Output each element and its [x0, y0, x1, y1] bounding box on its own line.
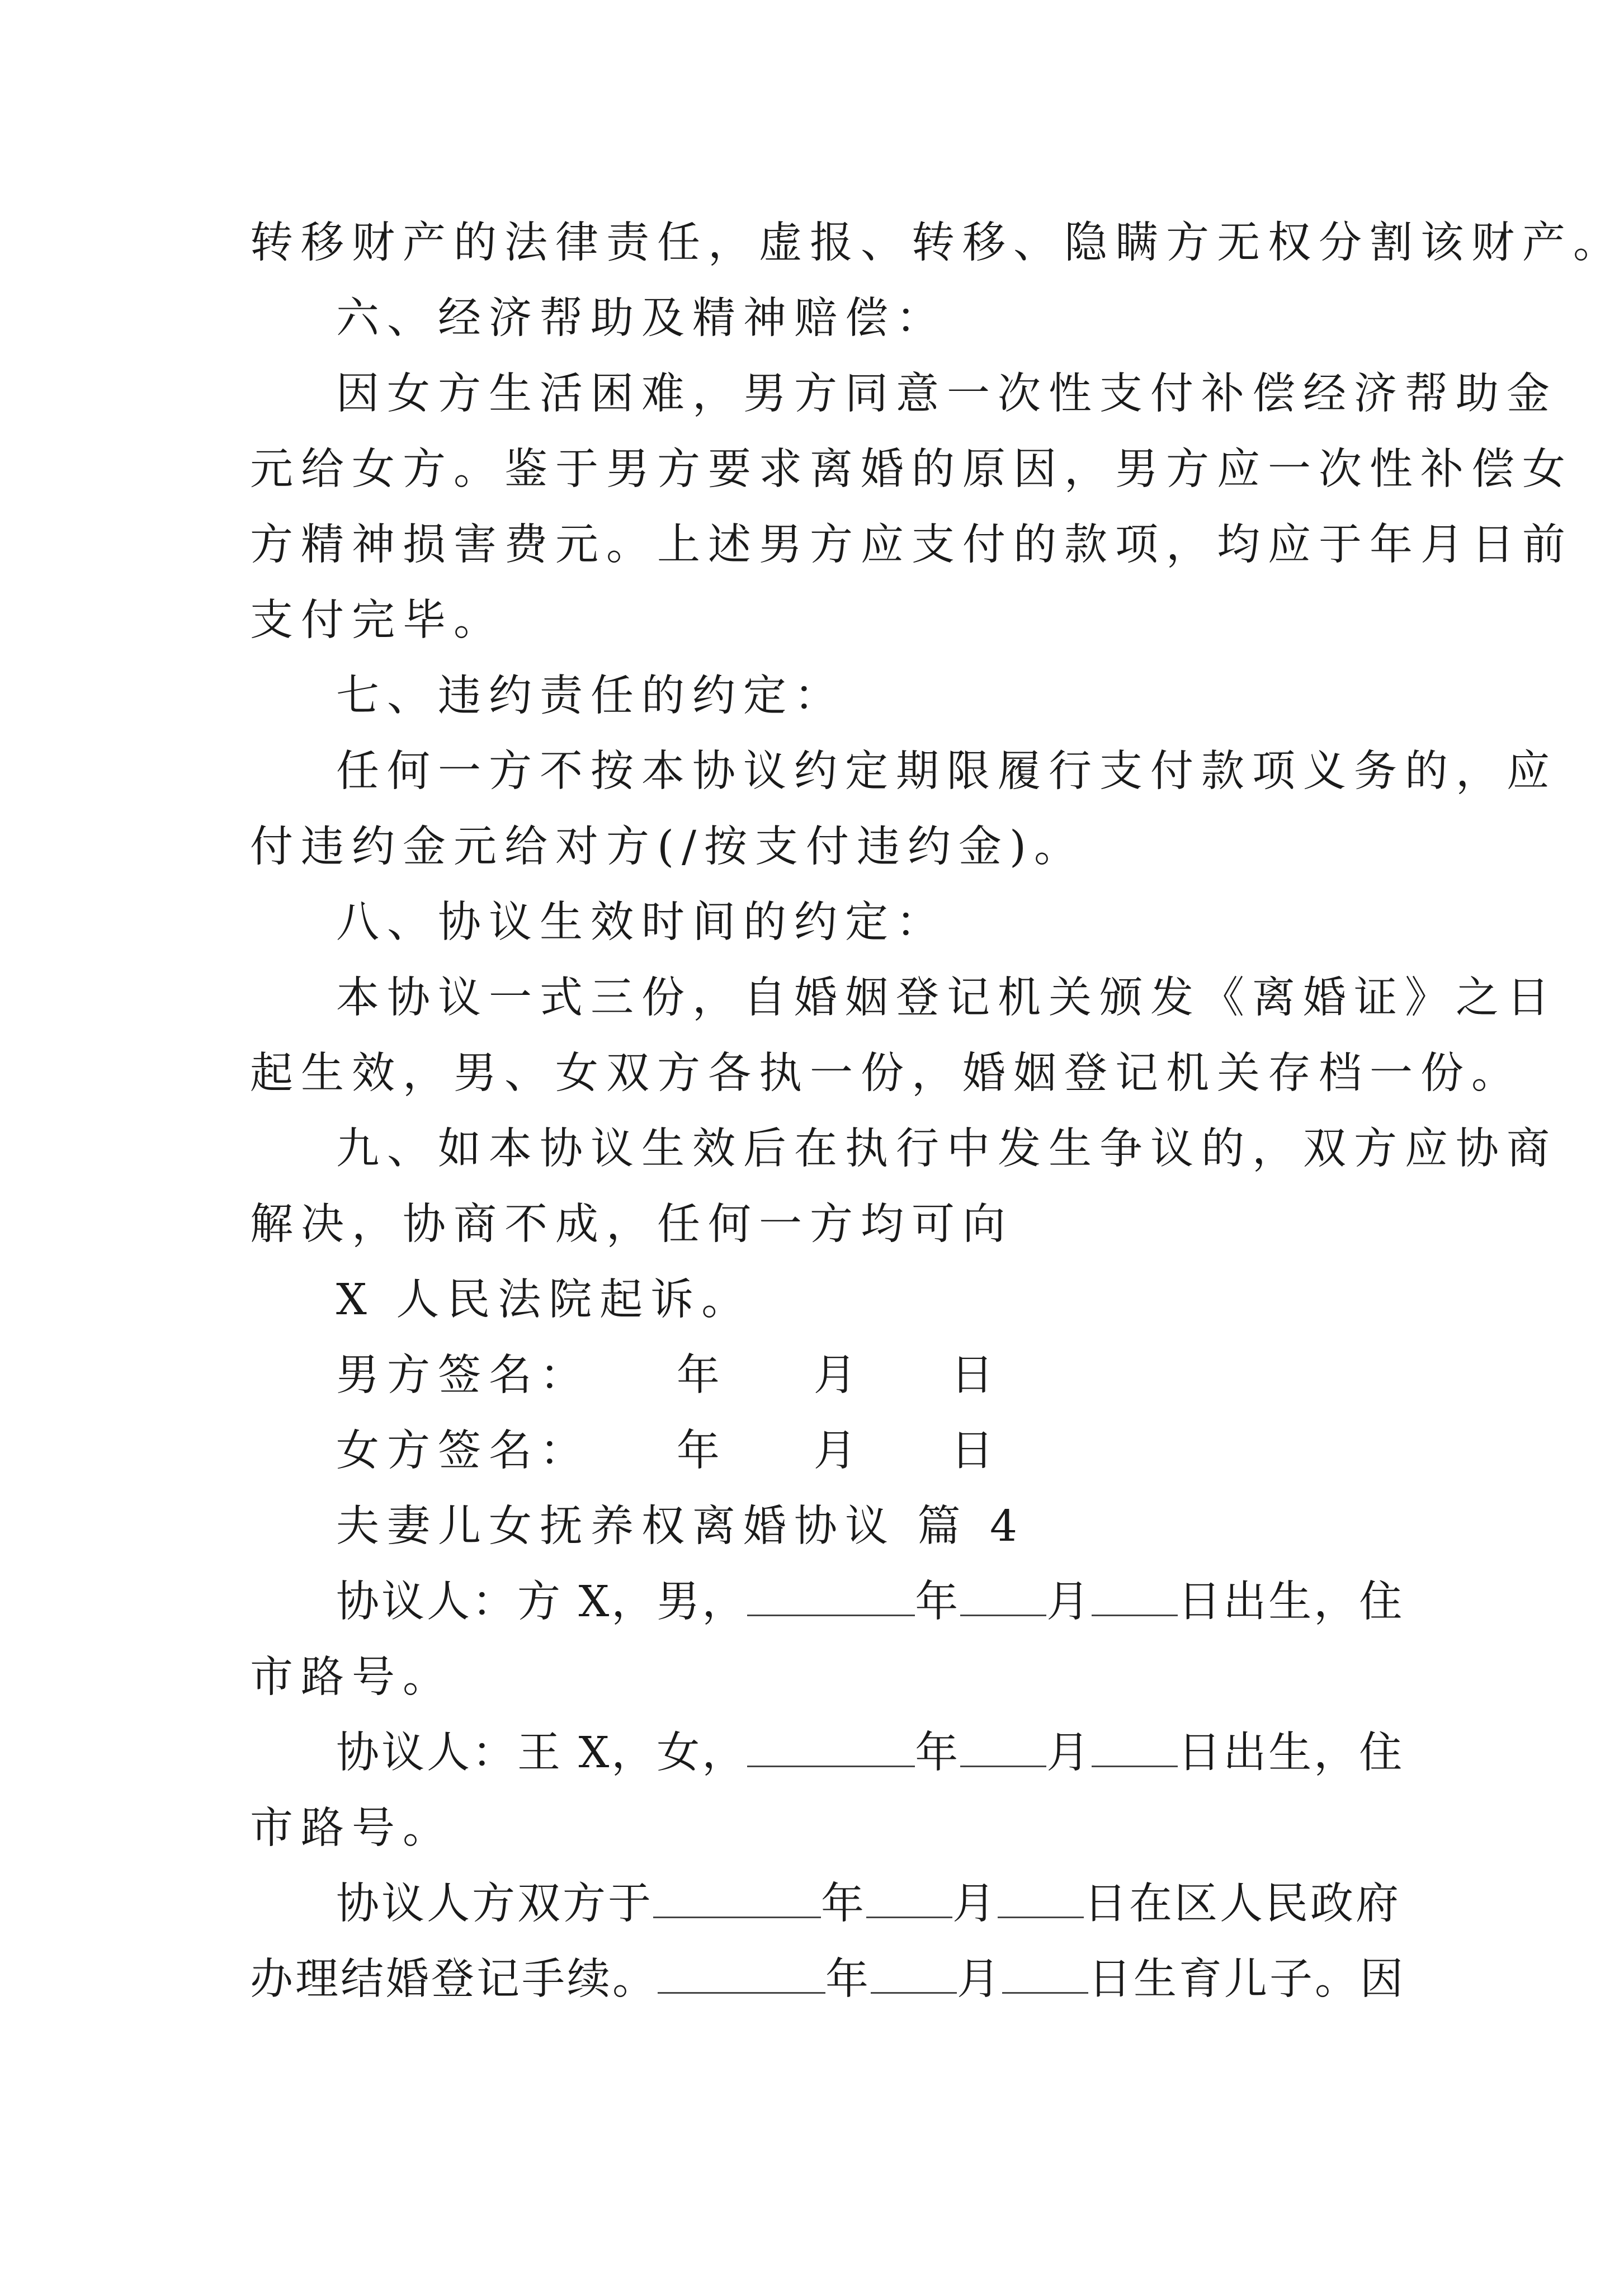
party-1-suffix: 日出生，住 [1178, 1577, 1405, 1627]
month-label: 月 [957, 1955, 1002, 2004]
text-line: 起生效，男、女双方各执一份，婚姻登记机关存档一份。 [250, 1049, 1522, 1098]
party-2-suffix: 日出生，住 [1178, 1728, 1405, 1778]
marriage-line [336, 1865, 1455, 1943]
section-title: 夫妻儿女抚养权离婚协议 篇 4 [336, 1502, 1025, 1551]
year-label: 年 [915, 1577, 961, 1627]
day-blank [998, 1882, 1084, 1918]
year-label: 年 [915, 1728, 961, 1778]
section-heading-6: 六、经济帮助及精神赔偿： [336, 294, 947, 343]
year-blank [658, 1957, 825, 1994]
month-blank [871, 1957, 957, 1994]
text-line: 任何一方不按本协议约定期限履行支付款项义务的，应 [336, 747, 1557, 796]
section-heading-8: 八、协议生效时间的约定： [336, 898, 947, 947]
month-blank [866, 1882, 952, 1918]
section-heading-9: 九、如本协议生效后在执行中发生争议的，双方应协商 [336, 1124, 1557, 1174]
birth-line [250, 1941, 1405, 2019]
year-blank [747, 1731, 915, 1767]
year-label: 年 [825, 1955, 871, 2004]
party-1-line [336, 1563, 1455, 1641]
month-label: 月 [1046, 1728, 1092, 1778]
party-2-line [336, 1714, 1455, 1792]
birth-prefix: 办理结婚登记手续。 [250, 1955, 658, 2004]
month-label: 月 [952, 1879, 998, 1929]
text-line: 付违约金元给对方(/按支付违约金)。 [250, 822, 1085, 872]
section-heading-7: 七、违约责任的约定： [336, 671, 845, 721]
month-blank [960, 1731, 1046, 1767]
month-blank [960, 1580, 1046, 1616]
day-blank [1092, 1580, 1178, 1616]
year-blank [747, 1580, 915, 1616]
text-line: 市路号。 [250, 1653, 454, 1702]
day-blank [1092, 1731, 1178, 1767]
party-2-prefix: 协议人：王 X，女， [336, 1728, 748, 1778]
marriage-prefix: 协议人方双方于 [336, 1879, 653, 1929]
text-line: 方精神损害费元。上述男方应支付的款项，均应于年月日前 [250, 520, 1573, 570]
party-1-prefix: 协议人：方 X，男， [336, 1577, 748, 1627]
year-label: 年 [821, 1879, 866, 1929]
text-line: 市路号。 [250, 1804, 454, 1853]
text-line: 支付完毕。 [250, 596, 504, 645]
text-line: 因女方生活困难，男方同意一次性支付补偿经济帮助金 [336, 369, 1557, 419]
text-line: 转移财产的法律责任，虚报、转移、隐瞒方无权分割该财产。 [250, 218, 1624, 268]
text-line: 解决，协商不成，任何一方均可向 [250, 1200, 1013, 1249]
text-line: 元给女方。鉴于男方要求离婚的原因，男方应一次性补偿女 [250, 445, 1573, 494]
male-signature-line: 男方签名： 年 月 日 [336, 1351, 1002, 1400]
text-line: 本协议一式三份，自婚姻登记机关颁发《离婚证》之日 [336, 973, 1557, 1023]
female-signature-line: 女方签名： 年 月 日 [336, 1426, 1002, 1476]
day-blank [1002, 1957, 1088, 1994]
month-label: 月 [1046, 1577, 1092, 1627]
birth-suffix: 日生育儿子。因 [1088, 1955, 1405, 2004]
marriage-suffix: 日在区人民政府 [1084, 1879, 1401, 1929]
text-line: X 人民法院起诉。 [336, 1275, 753, 1325]
year-blank [653, 1882, 821, 1918]
